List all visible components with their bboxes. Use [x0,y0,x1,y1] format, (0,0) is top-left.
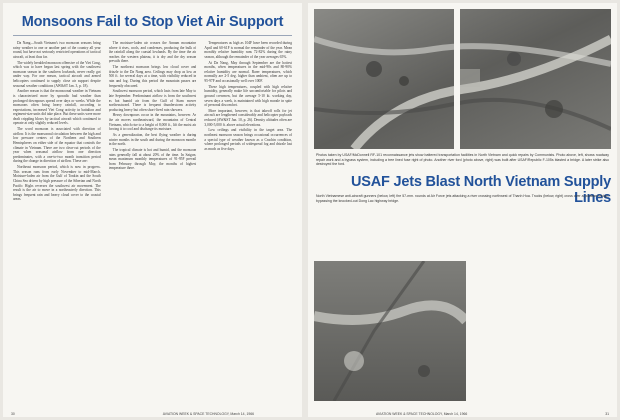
right-lead-text: North Vietnamese anti-aircraft gunners (below, left) fire 57-mm. rounds at Air Force jets attacking a river crossing northwest of Thanh Hoa. Trucks (below, right) cross over a pontoon bridge, bypassing the knocked-out Dong Lac highway bridge. [316,194,609,203]
photo-caption: Photos taken by USAF/McDonnell RF-101 reconnaissance jets show battered transportation facilities in North Vietnam and quick repairs by Communists. Photo above, left, shows roadway repair work and a bypass system, including a tree lined fuse right of photo. Another river ford (photo above, right) was built after USAF/Republic F-105s blasted a bridge. A later strike also destroyed the ford. [316,153,609,166]
article-paragraph: Temperatures as high as 104F have been recorded during April and 60-61F is normal the remainder of the year. Mean monthly relative humidity runs 72-82% during the rainy season, although the remainder of the year averages 65%. [204,41,293,59]
publication-line: AVIATION WEEK & SPACE TECHNOLOGY, March 14, 1966 [162,412,254,416]
article-paragraph: The northeast monsoon brings low cloud cover and drizzle to the Da Nang area. Ceilings may drop as low as 500 ft. for several days at a time, with visibility reduced in rain and fog. During this period the mountain passes are frequently obscured. [108,65,197,88]
article-paragraph: These high temperatures, coupled with high relative humidity, generally make life uncomfortable for pilots and ground crewmen, but the average 5-10 kt. working day, seven days a week, is maintained with high morale in spite of personal discomfort. [204,84,293,108]
page-number: 31 [605,412,609,416]
article-paragraph: Another reason is that the monsoonal weather in Vietnam is characterized more by sporadic bad weather than prolonged downpours spread over days or weeks. While the monsoons often bring heavy rainfall, according to expectations, increased Viet Cong activity in battalion and regiment-size units did take place. But these units were more dealt crippling blows by tactical aircraft which continued to operate at only slightly reduced levels. [13,89,101,126]
article-paragraph: Heavy downpours occur in the mountains, however. As the air moves northeastward, the mountains of Central Vietnam, which rise to a height of 8,000 ft., lift the moist air forcing it to cool and discharge its moisture. [108,113,197,132]
article-paragraph: Northeast monsoon period, which is now in progress. This season runs from early November to mid-March. Moisture-laden air from the Gulf of Tonkin and the South China Sea driven by high pressure of the Siberian and North Pacific Highs reverses the southwest air movement. The result is the air to move in a northeasterly direction. This brings frequent rain and heavy cloud cover to the coastal areas. [13,165,101,202]
article-paragraph: As a generalization, the best flying weather is during winter months in the south and during the monsoon months in the north. [108,133,197,147]
aerial-photo-top-image [314,9,611,149]
aerial-photo-bottom-image [314,261,466,401]
right-headline: USAF Jets Blast North Vietnam Supply Lines [350,174,611,206]
article-column-1 [13,41,101,401]
aerial-photo-top [314,9,611,149]
left-headline: Monsoons Fail to Stop Viet Air Support [21,14,284,30]
article-column-3 [204,41,292,401]
article-paragraph: Low ceilings and visibility in the target area. The northeast monsoon season brings occasional occurrences of a special type of weather known as a Crachin condition, where prolonged periods of widespread fog and drizzle last as much as five days. [204,128,293,151]
left-page [3,3,302,417]
article-paragraph: The tropical climate is hot and humid, and the monsoon rains generally fall at about 20% of the time. In Saigon, mean maximum monthly temperatures of 91-95F prevail from February through May, the months of highest temperature there. [108,148,197,171]
article-paragraph: At Da Nang, May through September are the hottest months, when temperatures in the mid-90s and 80-90% relative humidity are normal. Rarer temperatures, which normally are 2-5 deg. higher than ambient, often are up to 95-97F and occasionally well over 100F. [204,60,293,83]
headline-rule [13,35,292,36]
publication-line: AVIATION WEEK & SPACE TECHNOLOGY, March 14, 1966 [376,412,468,416]
aerial-photo-bottom [314,261,466,401]
article-columns [13,41,292,401]
page-number: 30 [11,412,15,416]
article-paragraph: More important, however, is that takeoff rolls for jet aircraft are lengthened considerably and helicopter payloads reduced (AW&ST Jan. 10, p. 26). Density altitudes often are 3,000-5,000 ft. above actual elevations. [204,108,293,127]
article-paragraph: The widely heralded monsoon offensive of the Viet Cong, which was to have begun last spring with the southwest monsoon season in the southern lowlands, never really got under way. For one reason, tactical aircraft and armed helicopters continued to supply close air support despite seasonal weather conditions (AW&ST Jan. 3, p. 18). [13,60,101,88]
article-paragraph: The word monsoon is associated with direction of airflow. It is the monsoonal circulation between the high and low pressure centers of the Northern and Southern Hemispheres on either side of the equator that controls the climate in Vietnam. There are two clear-cut periods of the year when seasonal airflow from one direction predominates, with a one-to-two month transition period during the change in direction of airflow. These are: [13,127,101,164]
article-paragraph: Southwest monsoon period, which lasts from late May to late September. Predominant airflow is from the southwest as hot humid air from the Gulf of Siam moves northeastward. There is frequent thunderstorm activity producing heavy but often short-lived rain showers. [108,89,197,112]
right-page [308,3,617,417]
article-paragraph: Da Nang—South Vietnam's two monsoon seasons bring rainy weather to one or another part of the country all year round, but have not seriously restricted operations of tactical aircraft, at least thus far. [13,41,101,59]
article-paragraph: The moisture-laden air crosses the Annam mountains where it rises, cools, and condenses, producing the bulk of the rainfall along the coastal lowlands. By the time the air reaches the western plateau, it is dry and the dry season prevails there. [108,41,197,64]
article-column-2 [109,41,197,401]
